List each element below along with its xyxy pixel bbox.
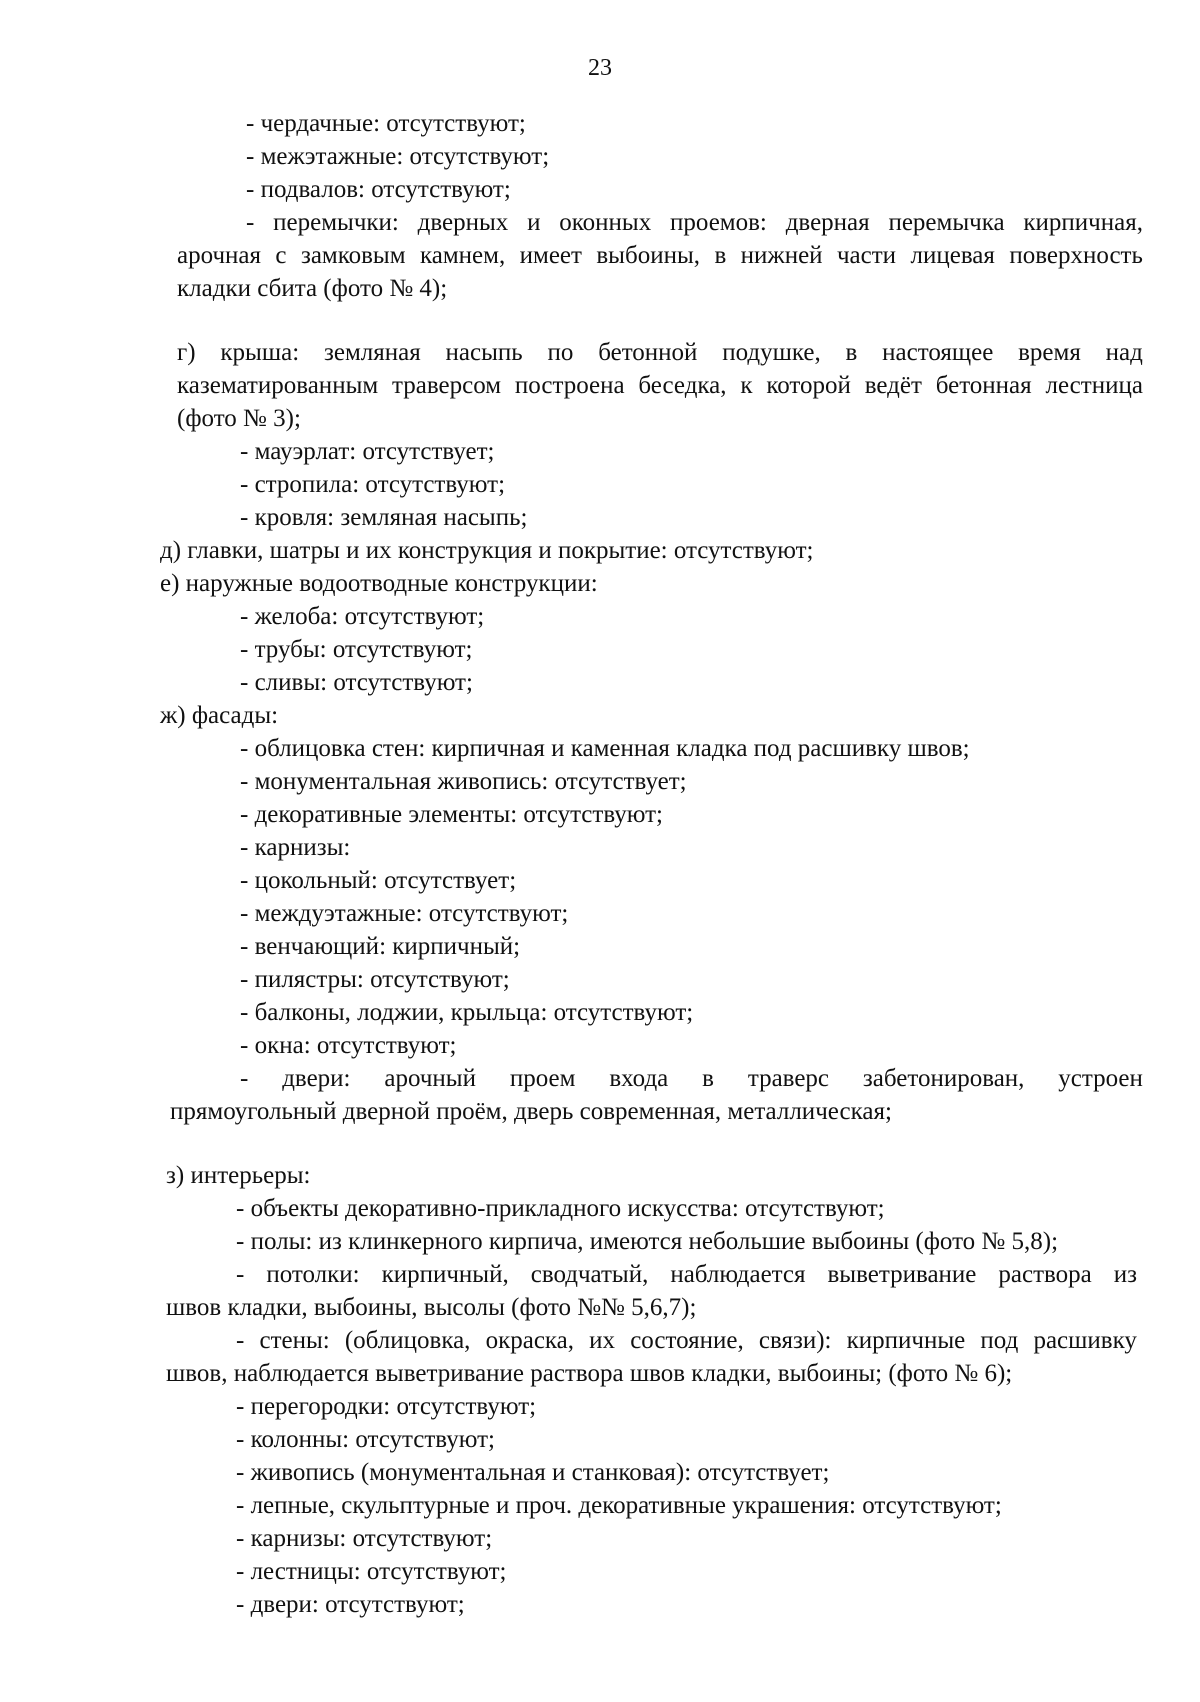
- word: лестница: [1045, 372, 1143, 399]
- text-line: - подвалов: отсутствуют;: [246, 176, 511, 203]
- text-line: ж) фасады:: [160, 702, 279, 729]
- word: ведёт: [864, 372, 922, 399]
- word: части: [836, 242, 897, 269]
- word: настоящее: [882, 339, 994, 366]
- word: и: [527, 209, 541, 236]
- word: дверная: [785, 209, 870, 236]
- word: -: [246, 209, 255, 236]
- text-line: - пилястры: отсутствуют;: [240, 966, 510, 993]
- word: перемычки:: [273, 209, 399, 236]
- word: земляная: [323, 339, 421, 366]
- text-line: - сливы: отсутствуют;: [240, 669, 473, 696]
- text-line: - декоративные элементы: отсутствуют;: [240, 801, 663, 828]
- text-line: - балконы, лоджии, крыльца: отсутствуют;: [240, 999, 694, 1026]
- text-line: з) интерьеры:: [166, 1162, 311, 1189]
- word: над: [1105, 339, 1143, 366]
- text-line: - стропила: отсутствуют;: [240, 471, 506, 498]
- word: стены:: [259, 1327, 330, 1354]
- word: проемов:: [670, 209, 767, 236]
- word: кирпичный,: [381, 1261, 509, 1288]
- word: перемычка: [888, 209, 1005, 236]
- text-line: - колонны: отсутствуют;: [236, 1426, 495, 1453]
- text-line: - чердачные: отсутствуют;: [246, 110, 526, 137]
- text-line-justified: [177, 371, 1143, 401]
- text-line: - лепные, скульптурные и проч. декоративные украшения: отсутствуют;: [236, 1492, 1002, 1519]
- word: арочный: [384, 1065, 476, 1092]
- text-line: - живопись (монументальная и станковая): отсутствует;: [236, 1459, 830, 1486]
- word: которой: [766, 372, 851, 399]
- word: беседка,: [638, 372, 727, 399]
- text-line: - карнизы:: [240, 834, 351, 861]
- word: лицевая: [910, 242, 995, 269]
- word: забетонирован,: [862, 1065, 1025, 1092]
- word: построена: [514, 372, 625, 399]
- word: замковым: [300, 242, 406, 269]
- text-line-justified: [246, 208, 1143, 238]
- word: связи):: [758, 1327, 832, 1354]
- word: кирпичные: [846, 1327, 966, 1354]
- text-line: - карнизы: отсутствуют;: [236, 1525, 493, 1552]
- word: окраска,: [485, 1327, 575, 1354]
- word: проем: [509, 1065, 576, 1092]
- text-line-justified: [240, 1064, 1143, 1094]
- text-line: е) наружные водоотводные конструкции:: [160, 570, 598, 597]
- word: двери:: [282, 1065, 351, 1092]
- text-line: - монументальная живопись: отсутствует;: [240, 768, 687, 795]
- word: -: [240, 1065, 249, 1092]
- word: -: [236, 1327, 245, 1354]
- word: их: [589, 1327, 616, 1354]
- text-line: - трубы: отсутствуют;: [240, 636, 473, 663]
- page-number: 23: [588, 55, 612, 81]
- text-line-justified: [236, 1326, 1137, 1356]
- word: подушке,: [722, 339, 821, 366]
- word: кирпичная,: [1023, 209, 1143, 236]
- text-line: - двери: отсутствуют;: [236, 1591, 465, 1618]
- text-line-justified: [177, 241, 1143, 271]
- word: под: [980, 1327, 1019, 1354]
- text-line: - лестницы: отсутствуют;: [236, 1558, 507, 1585]
- text-line: - окна: отсутствуют;: [240, 1032, 457, 1059]
- text-line: - мауэрлат: отсутствует;: [240, 438, 495, 465]
- word: сводчатый,: [530, 1261, 649, 1288]
- word: в: [702, 1065, 714, 1092]
- word: наблюдается: [670, 1261, 806, 1288]
- word: состояние,: [630, 1327, 744, 1354]
- text-line: - межэтажные: отсутствуют;: [246, 143, 550, 170]
- text-line: - венчающий: кирпичный;: [240, 933, 521, 960]
- text-line: прямоугольный дверной проём, дверь современная, металлическая;: [170, 1098, 892, 1125]
- word: в: [845, 339, 858, 366]
- word: оконных: [559, 209, 652, 236]
- word: раствора: [998, 1261, 1092, 1288]
- word: (облицовка,: [344, 1327, 471, 1354]
- word: имеет: [519, 242, 582, 269]
- word: траверсом: [392, 372, 502, 399]
- text-line: - перегородки: отсутствуют;: [236, 1393, 537, 1420]
- text-line: - кровля: земляная насыпь;: [240, 504, 528, 531]
- word: устроен: [1058, 1065, 1143, 1092]
- word: насыпь: [445, 339, 523, 366]
- word: к: [740, 372, 753, 399]
- word: выбоины,: [596, 242, 701, 269]
- text-line: - желоба: отсутствуют;: [240, 603, 485, 630]
- word: бетонная: [935, 372, 1032, 399]
- text-line: д) главки, шатры и их конструкция и покрытие: отсутствуют;: [160, 537, 814, 564]
- word: с: [275, 242, 287, 269]
- word: выветривание: [827, 1261, 977, 1288]
- word: бетонной: [598, 339, 698, 366]
- word: дверных: [417, 209, 509, 236]
- text-line-justified: [236, 1260, 1137, 1290]
- word: время: [1018, 339, 1081, 366]
- word: в: [714, 242, 727, 269]
- word: камнем,: [419, 242, 506, 269]
- word: потолки:: [266, 1261, 360, 1288]
- word: арочная: [177, 242, 261, 269]
- word: крыша:: [220, 339, 300, 366]
- word: по: [547, 339, 574, 366]
- text-line: - облицовка стен: кирпичная и каменная кладка под расшивку швов;: [240, 735, 970, 762]
- text-line: - междуэтажные: отсутствуют;: [240, 900, 569, 927]
- text-line: - полы: из клинкерного кирпича, имеются небольшие выбоины (фото № 5,8);: [236, 1228, 1059, 1255]
- word: расшивку: [1033, 1327, 1137, 1354]
- word: траверс: [747, 1065, 830, 1092]
- text-line: - цокольный: отсутствует;: [240, 867, 517, 894]
- text-line: - объекты декоративно-прикладного искусства: отсутствуют;: [236, 1195, 885, 1222]
- word: г): [177, 339, 196, 366]
- text-line-justified: [177, 338, 1143, 368]
- word: -: [236, 1261, 245, 1288]
- word: из: [1113, 1261, 1137, 1288]
- word: входа: [609, 1065, 669, 1092]
- word: поверхность: [1009, 242, 1143, 269]
- word: нижней: [740, 242, 823, 269]
- text-line: (фото № 3);: [177, 405, 301, 432]
- text-line: швов кладки, выбоины, высолы (фото №№ 5,6,7);: [166, 1294, 697, 1321]
- text-line: кладки сбита (фото № 4);: [177, 275, 448, 302]
- text-line: швов, наблюдается выветривание раствора швов кладки, выбоины; (фото № 6);: [166, 1360, 1013, 1387]
- word: казематированным: [177, 372, 379, 399]
